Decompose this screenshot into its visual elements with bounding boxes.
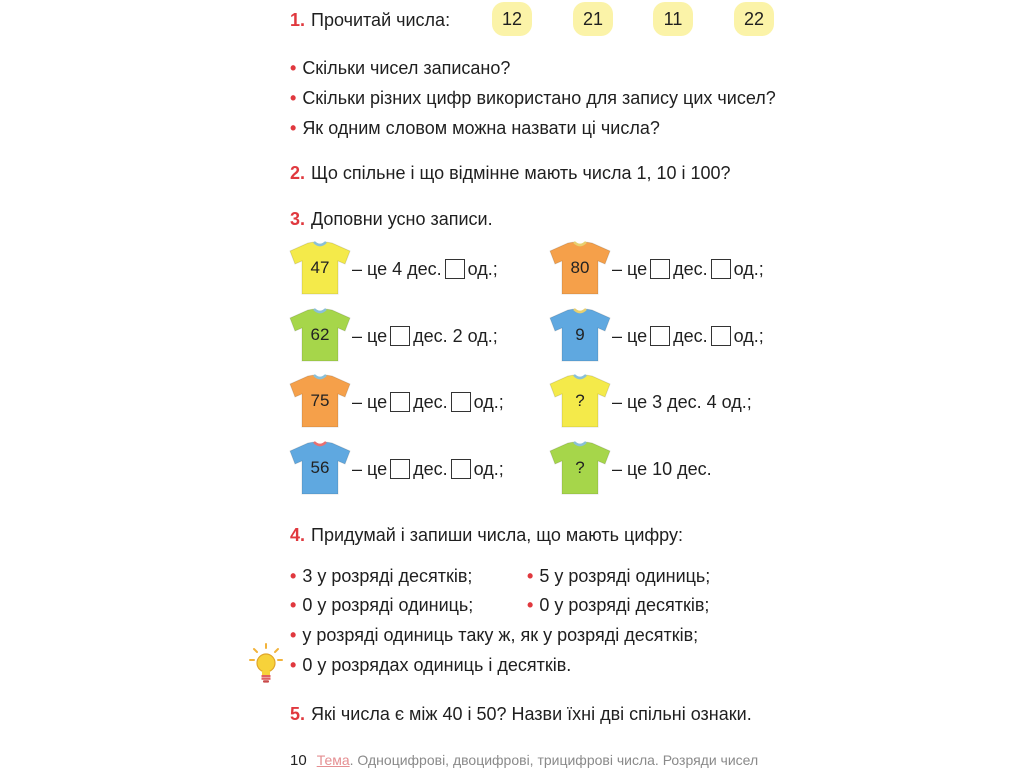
bullet-text: 3 у розряді десятків;	[302, 566, 473, 586]
bullet-dot: •	[290, 595, 297, 615]
shirt-equation	[352, 325, 498, 347]
answer-box[interactable]	[445, 259, 465, 279]
shirt-number: ?	[575, 458, 585, 477]
shirt-equation	[612, 325, 764, 347]
task-text: Доповни усно записи.	[311, 209, 493, 229]
shirt-equation	[352, 458, 504, 480]
bullet-text: 0 у розрядах одиниць і десятків.	[302, 655, 572, 675]
task-number: 2.	[290, 163, 306, 183]
answer-box[interactable]	[390, 392, 410, 412]
task-2-heading	[290, 162, 731, 184]
task-4-bullet	[290, 654, 571, 676]
equation-text: од.;	[473, 392, 504, 412]
bullet-dot: •	[290, 655, 297, 675]
page-footer	[290, 752, 758, 769]
task-text: Придумай і запиши числа, що мають цифру:	[311, 525, 683, 545]
task-number: 3.	[290, 209, 306, 229]
lightbulb-icon	[248, 642, 284, 686]
shirt-number: 75	[310, 391, 330, 410]
tshirt	[548, 373, 612, 429]
equation-text: од.;	[733, 326, 764, 346]
equation-text: од.;	[733, 259, 764, 279]
bullet-dot: •	[290, 566, 297, 586]
bullet-dot: •	[290, 625, 297, 645]
equation-text: – це 4 дес.	[352, 259, 442, 279]
bullet-dot: •	[290, 118, 297, 138]
answer-box[interactable]	[711, 326, 731, 346]
answer-box[interactable]	[451, 392, 471, 412]
number-pill: 11	[653, 2, 693, 36]
tshirt	[548, 307, 612, 363]
equation-text: – це	[352, 459, 388, 479]
shirt-number: 47	[310, 258, 330, 277]
shirt-equation	[612, 258, 764, 280]
equation-text: – це 10 дес.	[612, 459, 712, 479]
answer-box[interactable]	[650, 259, 670, 279]
task-text: Прочитай числа:	[311, 10, 451, 30]
shirt-number: 56	[310, 458, 330, 477]
answer-box[interactable]	[711, 259, 731, 279]
equation-text: од.;	[467, 259, 498, 279]
number-pill: 21	[573, 2, 613, 36]
answer-box[interactable]	[451, 459, 471, 479]
tshirt	[288, 373, 352, 429]
equation-text: – це 3 дес. 4 од.;	[612, 392, 752, 412]
bullet-text: Як одним словом можна назвати ці числа?	[302, 118, 660, 138]
shirt-number: 9	[575, 325, 585, 344]
bullet-text: 5 у розряді одиниць;	[539, 566, 711, 586]
equation-text: – це	[612, 259, 648, 279]
answer-box[interactable]	[390, 326, 410, 346]
bullet-dot: •	[527, 566, 534, 586]
task-4-bullet	[527, 594, 709, 616]
tshirt	[288, 240, 352, 296]
equation-text: – це	[352, 326, 388, 346]
number-pill: 22	[734, 2, 774, 36]
equation-text: дес.	[413, 392, 448, 412]
task-1-bullet	[290, 117, 660, 139]
bullet-text: Скільки чисел записано?	[302, 58, 511, 78]
equation-text: – це	[352, 392, 388, 412]
bullet-dot: •	[290, 88, 297, 108]
equation-text: дес.	[673, 326, 708, 346]
bullet-text: 0 у розряді десятків;	[539, 595, 710, 615]
task-number: 4.	[290, 525, 306, 545]
task-4-bullet	[290, 565, 472, 587]
shirt-equation	[352, 258, 498, 280]
shirt-number: 62	[310, 325, 330, 344]
bullet-text: Скільки різних цифр використано для запису цих чисел?	[302, 88, 776, 108]
number-pill: 12	[492, 2, 532, 36]
shirt-number: 80	[570, 258, 590, 277]
shirt-equation	[612, 458, 712, 480]
equation-text: дес.	[413, 459, 448, 479]
equation-text: од.;	[473, 459, 504, 479]
task-5-heading	[290, 703, 752, 725]
task-1-bullet	[290, 57, 510, 79]
equation-text: дес.	[673, 259, 708, 279]
bullet-text: 0 у розряді одиниць;	[302, 595, 474, 615]
task-4-heading	[290, 524, 683, 546]
task-4-bullet	[527, 565, 710, 587]
task-number: 1.	[290, 10, 306, 30]
bullet-text: у розряді одиниць таку ж, як у розряді десятків;	[302, 625, 699, 645]
equation-text: дес. 2 од.;	[413, 326, 498, 346]
topic-label: Тема	[316, 752, 350, 768]
task-text: Що спільне і що відмінне мають числа 1, 10 і 100?	[311, 163, 731, 183]
task-1-bullet	[290, 87, 776, 109]
page-number: 10	[290, 752, 307, 769]
task-number: 5.	[290, 704, 306, 724]
task-1-heading	[290, 9, 450, 31]
bullet-dot: •	[290, 58, 297, 78]
shirt-equation	[352, 391, 504, 413]
answer-box[interactable]	[650, 326, 670, 346]
tshirt	[548, 240, 612, 296]
task-4-bullet	[290, 594, 473, 616]
tshirt	[288, 307, 352, 363]
tshirt	[548, 440, 612, 496]
task-4-bullet	[290, 624, 698, 646]
bullet-dot: •	[527, 595, 534, 615]
shirt-number: ?	[575, 391, 585, 410]
equation-text: – це	[612, 326, 648, 346]
answer-box[interactable]	[390, 459, 410, 479]
tshirt	[288, 440, 352, 496]
topic-title: . Одноцифрові, двоцифрові, трицифрові числа. Розряди чисел	[349, 752, 759, 768]
task-text: Які числа є між 40 і 50? Назви їхні дві спільні ознаки.	[311, 704, 752, 724]
task-3-heading	[290, 208, 493, 230]
shirt-equation	[612, 391, 752, 413]
